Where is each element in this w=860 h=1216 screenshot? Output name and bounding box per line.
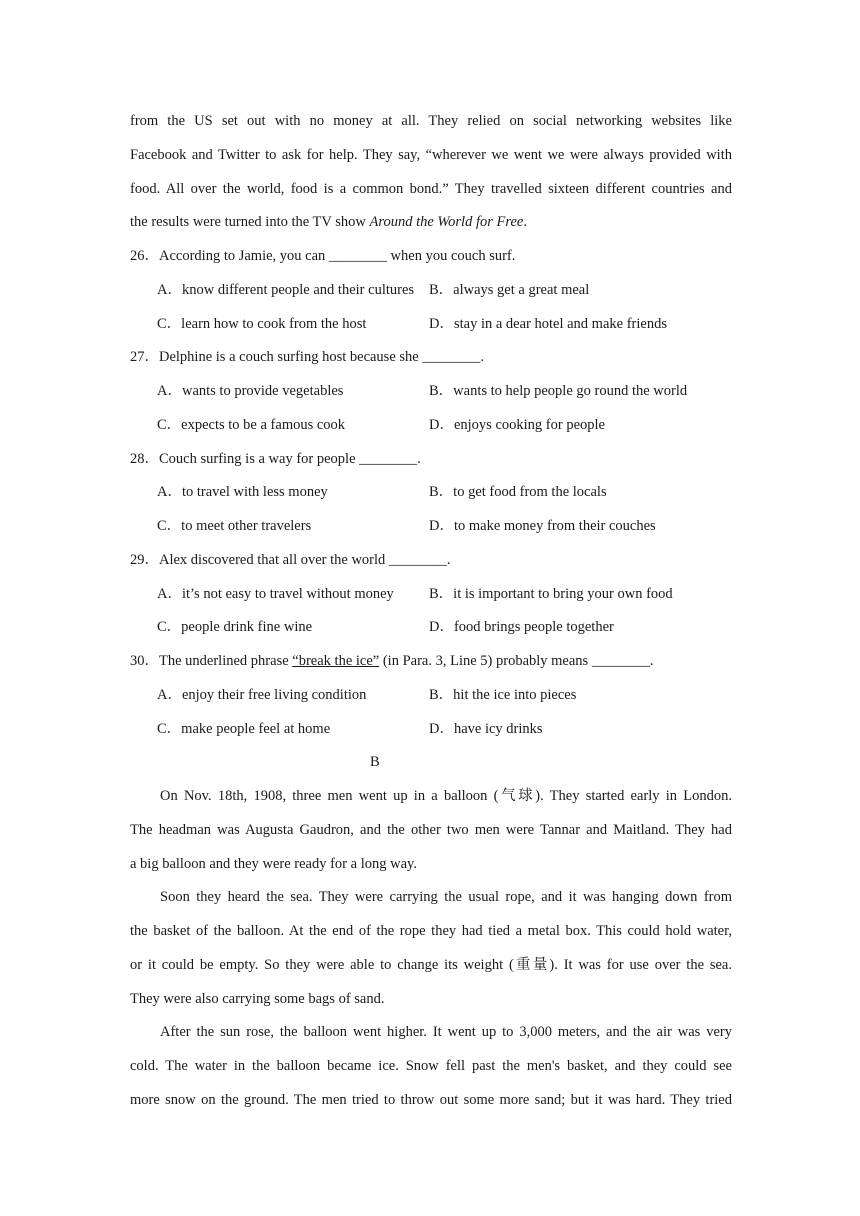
option-c: C．learn how to cook from the host — [157, 315, 367, 332]
question-stem: 29．Alex discovered that all over the world ________. — [130, 551, 451, 568]
question-stem: 27．Delphine is a couch surfing host because she ________. — [130, 349, 484, 366]
option-a: A．to travel with less money — [157, 484, 328, 501]
passage-line: Soon they heard the sea. They were carrying the usual rope, and it was hanging down from — [160, 889, 732, 906]
option-d: D．stay in a dear hotel and make friends — [429, 315, 667, 332]
option-d: D．enjoys cooking for people — [429, 416, 605, 433]
passage-line: a big balloon and they were ready for a long way. — [130, 855, 417, 872]
option-row — [130, 375, 732, 409]
underlined-phrase: “break the ice” — [292, 653, 380, 669]
option-row — [130, 409, 732, 443]
option-row — [130, 578, 732, 612]
option-b: B．always get a great meal — [429, 281, 590, 298]
option-c: C．to meet other travelers — [157, 518, 312, 534]
question-text: 30．The underlined phrase — [130, 653, 293, 669]
option-b: B．to get food from the locals — [429, 484, 607, 501]
option-a: A．know different people and their cultures — [157, 281, 415, 298]
option-b: B．hit the ice into pieces — [429, 686, 577, 703]
passage-line: The headman was Augusta Gaudron, and the other two men were Tannar and Maitland. They had — [130, 821, 732, 838]
passage-text: . — [523, 214, 527, 231]
option-d: D．have icy drinks — [429, 720, 543, 737]
option-d: D．food brings people together — [429, 619, 614, 636]
option-row — [130, 308, 732, 342]
option-row — [130, 679, 732, 713]
passage-line — [130, 206, 732, 240]
show-title: Around the World for Free — [369, 214, 524, 231]
option-a: A．it’s not easy to travel without money — [157, 585, 394, 602]
option-a: A．enjoy their free living condition — [157, 686, 367, 703]
passage-line: more snow on the ground. The men tried to throw out some more sand; but it was hard. They tried — [130, 1091, 732, 1108]
passage-line: cold. The water in the balloon became ice. Snow fell past the men's basket, and they could see — [130, 1058, 732, 1074]
passage-line: from the US set out with no money at all. They relied on social networking websites like — [130, 113, 732, 129]
option-row — [130, 274, 732, 308]
question-text: (in Para. 3, Line 5) probably means ________. — [379, 653, 654, 669]
passage-line: or it could be empty. So they were able to change its weight (重量). It was for use over the sea. — [130, 956, 732, 973]
document-page — [130, 105, 732, 1118]
option-row — [130, 510, 732, 544]
option-c: C．people drink fine wine — [157, 619, 313, 636]
passage-line: food. All over the world, food is a common bond.” They travelled sixteen different countries and — [130, 180, 732, 197]
option-b: B．wants to help people go round the world — [429, 383, 688, 399]
option-row — [130, 476, 732, 510]
question-stem: 26．According to Jamie, you can ________ when you couch surf. — [130, 248, 516, 264]
option-b: B．it is important to bring your own food — [429, 585, 673, 602]
option-c: C．make people feel at home — [157, 720, 331, 737]
option-c: C．expects to be a famous cook — [157, 416, 346, 433]
option-row — [130, 611, 732, 645]
passage-line: Facebook and Twitter to ask for help. They say, “wherever we went we were always provided with — [130, 146, 732, 163]
question-stem: 28．Couch surfing is a way for people ________. — [130, 450, 421, 467]
passage-line: They were also carrying some bags of sand. — [130, 990, 385, 1007]
passage-line: After the sun rose, the balloon went higher. It went up to 3,000 meters, and the air was very — [160, 1024, 732, 1041]
question-stem — [130, 645, 732, 679]
option-d: D．to make money from their couches — [429, 518, 656, 534]
section-heading: B — [370, 754, 380, 771]
passage-text: the results were turned into the TV show — [130, 214, 370, 231]
option-a: A．wants to provide vegetables — [157, 383, 344, 399]
passage-line: the basket of the balloon. At the end of the rope they had tied a metal box. This could hold water, — [130, 923, 732, 939]
option-row — [130, 713, 732, 747]
passage-line: On Nov. 18th, 1908, three men went up in a balloon (气球). They started early in London. — [160, 788, 732, 804]
